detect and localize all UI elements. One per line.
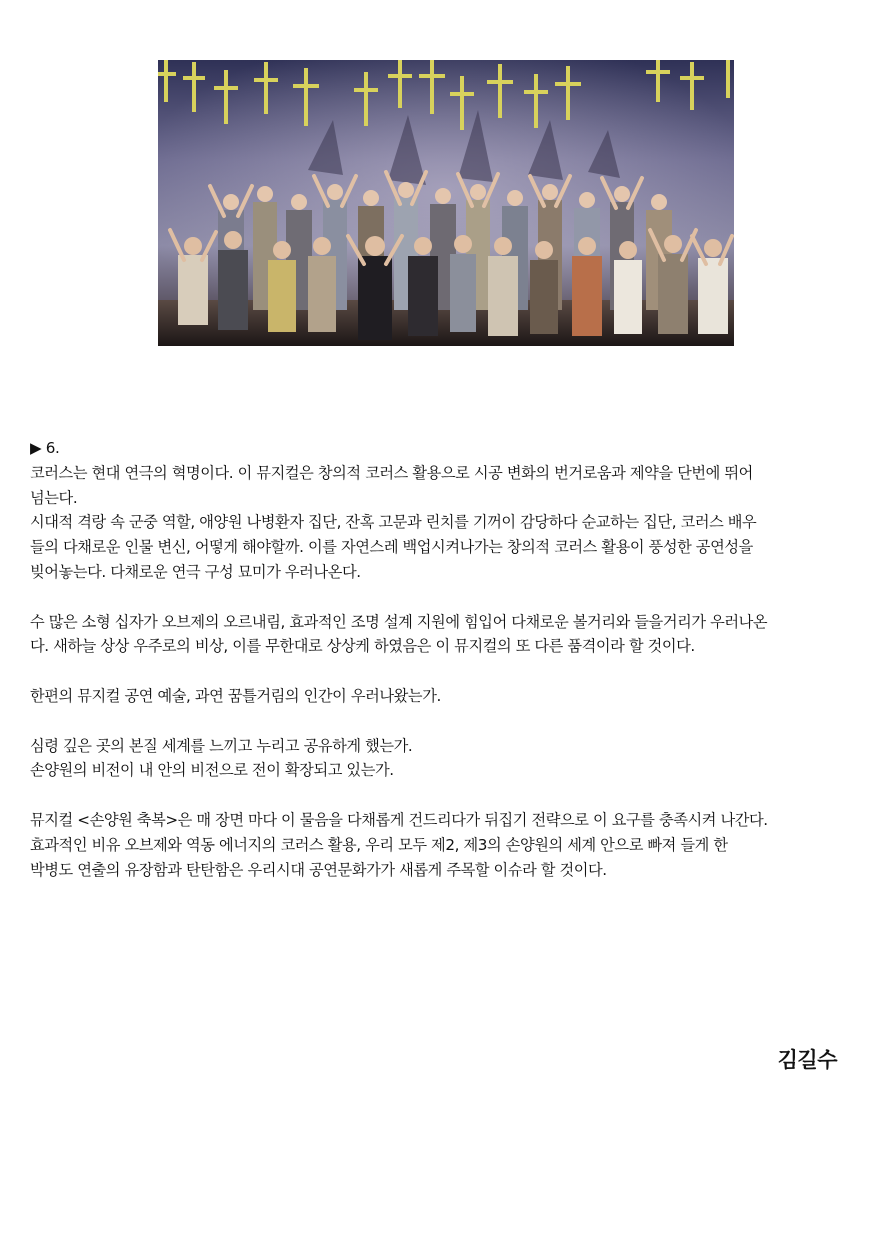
section-heading: ▶ 6. [30,439,60,457]
paragraph-gap [30,659,870,684]
paragraph-gap [30,783,870,808]
paragraph-crosses: 수 많은 소형 십자가 오브제의 오르내림, 효과적인 조명 설계 지원에 힘입어 다채로운 볼거리와 들을거리가 우러나온 다. 새하늘 상상 우주로의 비상, 이를 무한대로 상상케 하였음은 이 뮤지컬의 또 다른 품격이라 할 것이다. [30,612,768,656]
paragraph-gap [30,585,870,610]
stage-photo [158,60,734,346]
paragraph-conclusion: 뮤지컬 <손양원 축복>은 매 장면 마다 이 물음을 다채롭게 건드리다가 뒤집기 전략으로 이 요구를 충족시켜 나간다. 효과적인 비유 오브제와 역동 에너지의 코러스 활용, 우리 모두 제2, 제3의 손양원의 세계 안으로 빠져 들게 한 박병도 연출의 유장함과 탄탄함은 우리시대 공연문화가가 새롭게 주목할 이슈라 할 것이다. [30,810,768,879]
musical-stage-scene [158,60,734,346]
paragraph-chorus: 코러스는 현대 연극의 혁명이다. 이 뮤지컬은 창의적 코러스 활용으로 시공 변화의 번거로움과 제약을 단번에 뛰어 넘는다. 시대적 격랑 속 군중 역할, 애양원 나병환자 집단, 잔혹 고문과 린치를 기꺼이 감당하다 순교하는 집단, 코러스 배우 들의 다채로운 인물 변신, 어떻게 해야할까. 이를 자연스레 백업시켜나가는 창의적 코러스 활용이 풍성한 공연성을 빚어놓는다. 다채로운 연극 구성 묘미가 우러나온다. [30,463,757,581]
paragraph-question: 한편의 뮤지컬 공연 예술, 과연 꿈틀거림의 인간이 우러나왔는가. [30,686,441,705]
paragraph-gap [30,709,870,734]
article-body [30,436,870,882]
paragraph-vision: 심령 깊은 곳의 본질 세계를 느끼고 누리고 공유하게 했는가. 손양원의 비전이 내 안의 비전으로 전이 확장되고 있는가. [30,736,413,780]
author-name: 김길수 [777,1048,837,1072]
